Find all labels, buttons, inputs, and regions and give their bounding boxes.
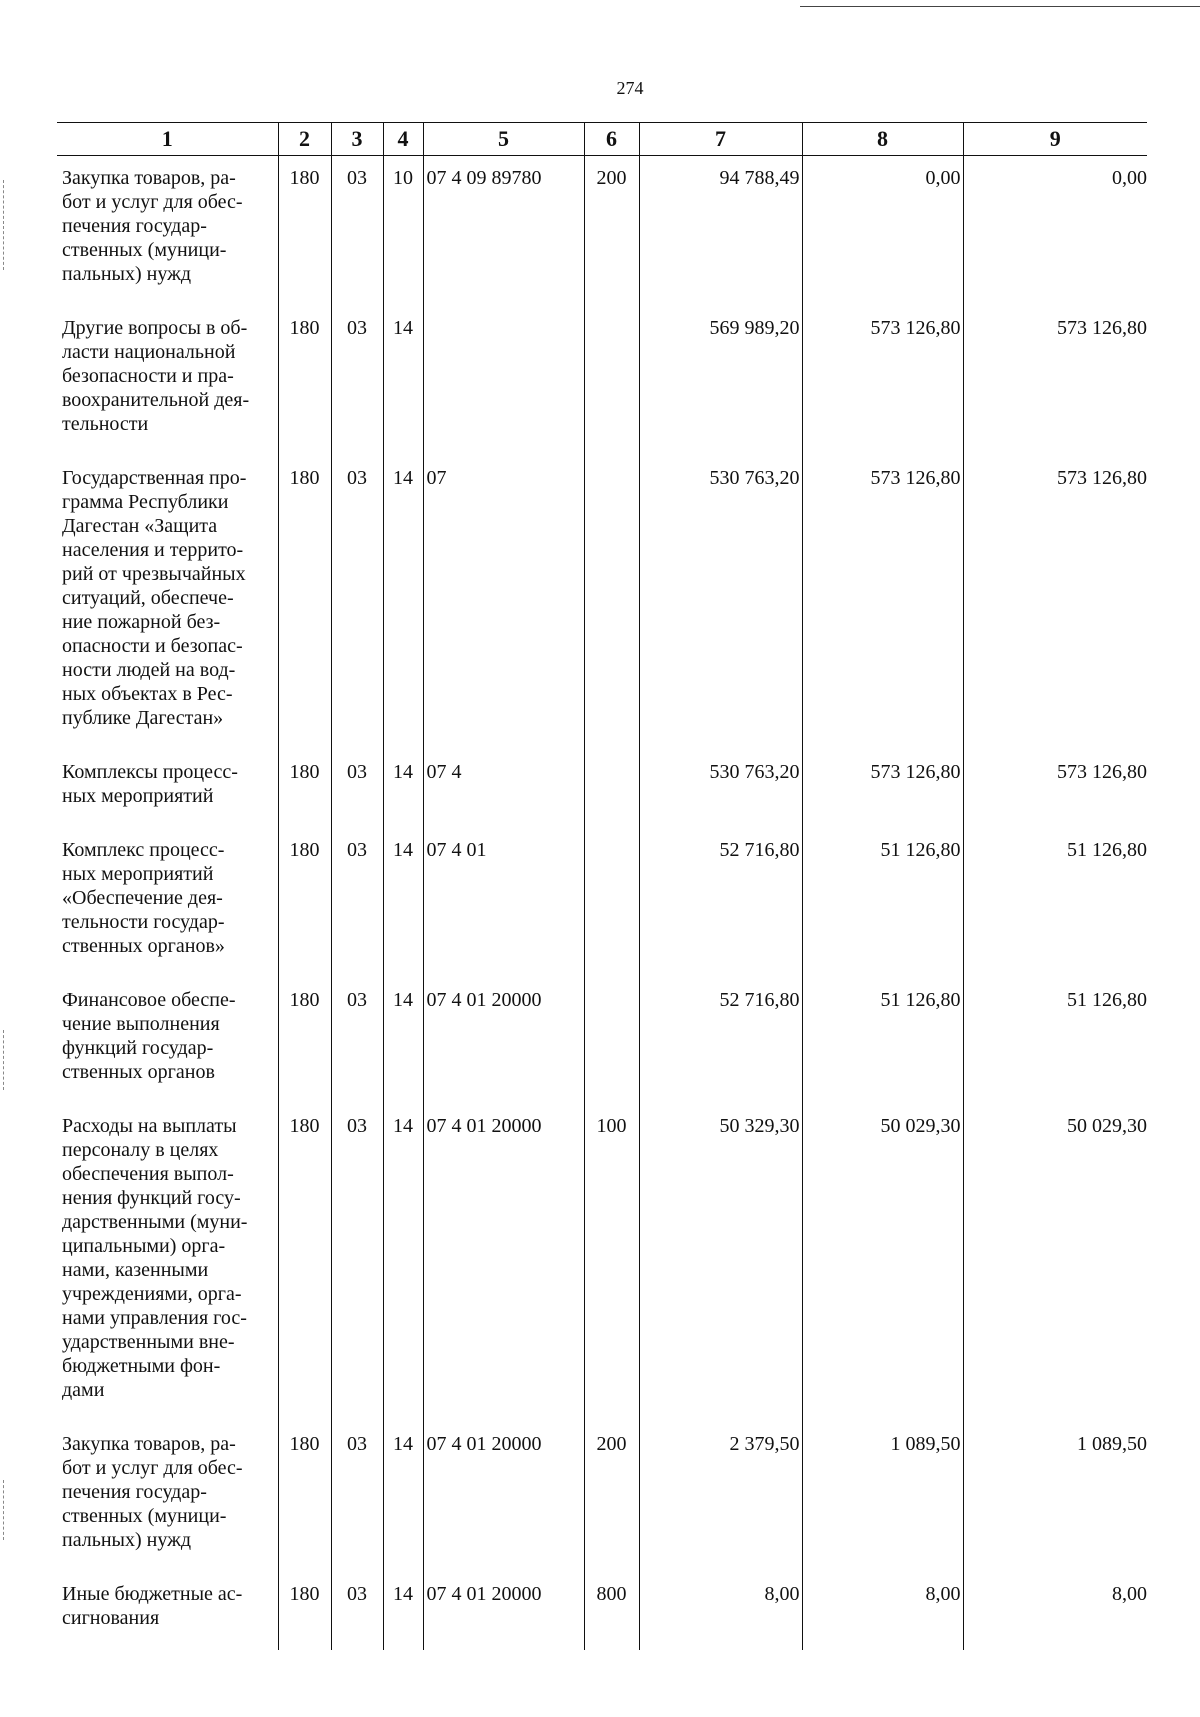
cell-col-2: 180 (278, 306, 331, 456)
cell-col-3: 03 (331, 456, 383, 750)
row-name: Другие вопросы в об- ласти национальной безопасности и пра- воохранительной дея- тельности (62, 317, 250, 435)
cell-col-9: 573 126,80 (963, 456, 1147, 750)
row-name: Закупка товаров, ра- бот и услуг для обес- печения государ- ственных (муници- пальных) нужд (62, 1433, 243, 1551)
row-name: Расходы на выплаты персоналу в целях обеспечения выпол- нения функций госу- дарственными (муни- ципальными) орга- нами, казенными учреждениями, орга- нами управления гос- ударственными вне- бюджетными фон- дами (62, 1115, 248, 1401)
cell-col-3: 03 (331, 1104, 383, 1422)
cell-col-5: 07 4 01 20000 (423, 978, 584, 1104)
cell-col-8: 1 089,50 (802, 1422, 963, 1572)
header-col-6: 6 (584, 123, 639, 156)
cell-col-3: 03 (331, 156, 383, 307)
header-col-7: 7 (639, 123, 802, 156)
cell-col-2: 180 (278, 1422, 331, 1572)
cell-col-8: 50 029,30 (802, 1104, 963, 1422)
cell-col-7: 2 379,50 (639, 1422, 802, 1572)
cell-col-6 (584, 456, 639, 750)
row-name: Комплекс процесс- ных мероприятий «Обеспечение дея- тельности государ- ственных органов» (62, 839, 225, 957)
header-col-5: 5 (423, 123, 584, 156)
cell-col-5: 07 4 01 20000 (423, 1104, 584, 1422)
scan-edge-mark (3, 1030, 4, 1090)
cell-col-4: 14 (383, 456, 423, 750)
table-header (57, 123, 1147, 156)
cell-col-7: 530 763,20 (639, 750, 802, 828)
header-col-8: 8 (802, 123, 963, 156)
row-name: Финансовое обеспе- чение выполнения функций государ- ственных органов (62, 989, 236, 1083)
cell-col-2: 180 (278, 1104, 331, 1422)
cell-col-2: 180 (278, 750, 331, 828)
cell-col-3: 03 (331, 978, 383, 1104)
row-name-cell (57, 750, 278, 828)
row-name-cell (57, 306, 278, 456)
cell-col-3: 03 (331, 1422, 383, 1572)
cell-col-4: 14 (383, 750, 423, 828)
row-name-cell (57, 828, 278, 978)
cell-col-8: 51 126,80 (802, 978, 963, 1104)
cell-col-5 (423, 306, 584, 456)
cell-col-7: 8,00 (639, 1572, 802, 1650)
cell-col-7: 569 989,20 (639, 306, 802, 456)
cell-col-6: 100 (584, 1104, 639, 1422)
cell-col-9: 1 089,50 (963, 1422, 1147, 1572)
row-name-cell (57, 1104, 278, 1422)
cell-col-5: 07 4 01 (423, 828, 584, 978)
cell-col-5: 07 4 01 20000 (423, 1422, 584, 1572)
cell-col-7: 530 763,20 (639, 456, 802, 750)
row-name: Иные бюджетные ас- сигнования (62, 1583, 243, 1629)
cell-col-2: 180 (278, 156, 331, 307)
header-col-3: 3 (331, 123, 383, 156)
cell-col-8: 573 126,80 (802, 750, 963, 828)
cell-col-6 (584, 828, 639, 978)
cell-col-2: 180 (278, 456, 331, 750)
header-row (57, 123, 1147, 156)
cell-col-9: 51 126,80 (963, 978, 1147, 1104)
cell-col-6 (584, 978, 639, 1104)
cell-col-4: 10 (383, 156, 423, 307)
cell-col-8: 8,00 (802, 1572, 963, 1650)
cell-col-6: 200 (584, 156, 639, 307)
cell-col-4: 14 (383, 306, 423, 456)
header-col-2: 2 (278, 123, 331, 156)
cell-col-3: 03 (331, 750, 383, 828)
row-name-cell (57, 456, 278, 750)
cell-col-5: 07 4 09 89780 (423, 156, 584, 307)
cell-col-2: 180 (278, 1572, 331, 1650)
cell-col-8: 573 126,80 (802, 306, 963, 456)
table-row (57, 1572, 1147, 1650)
cell-col-2: 180 (278, 978, 331, 1104)
cell-col-9: 573 126,80 (963, 306, 1147, 456)
cell-col-9: 0,00 (963, 156, 1147, 307)
cell-col-6: 800 (584, 1572, 639, 1650)
cell-col-4: 14 (383, 828, 423, 978)
cell-col-6 (584, 750, 639, 828)
cell-col-9: 8,00 (963, 1572, 1147, 1650)
cell-col-4: 14 (383, 1104, 423, 1422)
page-number: 274 (616, 78, 644, 98)
cell-col-4: 14 (383, 1422, 423, 1572)
cell-col-5: 07 4 01 20000 (423, 1572, 584, 1650)
cell-col-7: 50 329,30 (639, 1104, 802, 1422)
header-col-9: 9 (963, 123, 1147, 156)
cell-col-2: 180 (278, 828, 331, 978)
table-row (57, 456, 1147, 750)
scan-edge-mark (3, 180, 4, 270)
row-name-cell (57, 1572, 278, 1650)
table-row (57, 1422, 1147, 1572)
cell-col-7: 94 788,49 (639, 156, 802, 307)
cell-col-4: 14 (383, 978, 423, 1104)
cell-col-7: 52 716,80 (639, 978, 802, 1104)
cell-col-6 (584, 306, 639, 456)
cell-col-5: 07 4 (423, 750, 584, 828)
table-row (57, 156, 1147, 307)
cell-col-3: 03 (331, 828, 383, 978)
table-row (57, 306, 1147, 456)
table-row (57, 828, 1147, 978)
cell-col-6: 200 (584, 1422, 639, 1572)
budget-table (57, 122, 1147, 1650)
cell-col-7: 52 716,80 (639, 828, 802, 978)
row-name: Закупка товаров, ра- бот и услуг для обес- печения государ- ственных (муници- пальных) нужд (62, 167, 243, 285)
cell-col-4: 14 (383, 1572, 423, 1650)
table-row (57, 1104, 1147, 1422)
table-body (57, 156, 1147, 1651)
row-name: Комплексы процесс- ных мероприятий (62, 761, 238, 807)
cell-col-3: 03 (331, 1572, 383, 1650)
row-name-cell (57, 1422, 278, 1572)
header-col-4: 4 (383, 123, 423, 156)
cell-col-9: 573 126,80 (963, 750, 1147, 828)
cell-col-8: 0,00 (802, 156, 963, 307)
cell-col-9: 51 126,80 (963, 828, 1147, 978)
table-row (57, 978, 1147, 1104)
cell-col-8: 573 126,80 (802, 456, 963, 750)
row-name-cell (57, 978, 278, 1104)
cell-col-5: 07 (423, 456, 584, 750)
cell-col-8: 51 126,80 (802, 828, 963, 978)
header-col-1: 1 (57, 123, 278, 156)
scan-top-rule (800, 6, 1200, 7)
row-name-cell (57, 156, 278, 307)
cell-col-3: 03 (331, 306, 383, 456)
row-name: Государственная про- грамма Республики Дагестан «Защита населения и террито- рий от чрезвычайных ситуаций, обеспече- ние пожарной без- опасности и безопас- ности людей на вод- ных объектах в Рес- публике Дагестан» (62, 467, 247, 729)
table-row (57, 750, 1147, 828)
cell-col-9: 50 029,30 (963, 1104, 1147, 1422)
scan-edge-mark (3, 1480, 4, 1540)
